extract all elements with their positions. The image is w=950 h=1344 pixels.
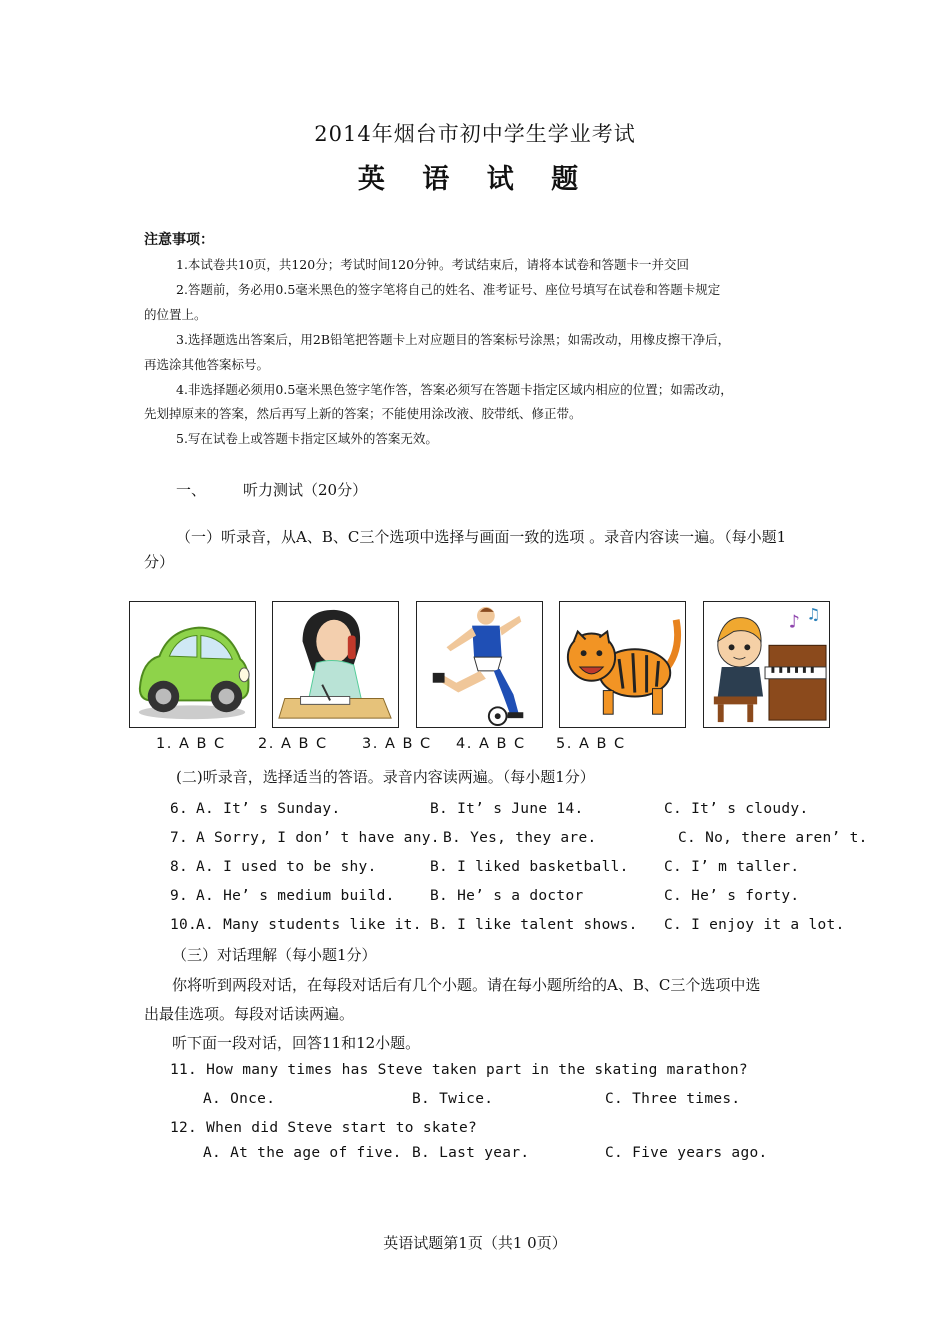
part3-intro: 你将听到两段对话，在每段对话后有几个小题。请在每小题所给的A、B、C三个选项中选 — [172, 976, 761, 994]
option-b: B. I liked basketball. — [430, 859, 629, 875]
notice-item: 4.非选择题必须用0.5毫米黑色签字笔作答，答案必须写在答题卡指定区域内相应的位置；如需改动， — [176, 382, 733, 397]
notice-item: 再选涂其他答案标号。 — [144, 357, 270, 372]
subject-title: 英 语 试 题 — [357, 164, 593, 195]
option-a: A Sorry, I don’ t have any. — [196, 830, 440, 846]
question-stem: 11. How many times has Steve taken part in the skating marathon? — [170, 1062, 748, 1078]
soccer-player-icon — [416, 601, 543, 728]
option-b: B. Yes, they are. — [443, 830, 597, 846]
page-footer: 英语试题第1页（共1 0页） — [383, 1234, 567, 1252]
picture-options: 1. A B C — [156, 736, 226, 752]
notice-item: 5.写在试卷上或答题卡指定区域外的答案无效。 — [176, 431, 438, 446]
picture-options: 5. A B C — [556, 736, 626, 752]
question-number: 8. — [170, 859, 189, 875]
option-c: C. It’ s cloudy. — [664, 801, 809, 817]
notice-heading: 注意事项： — [144, 232, 214, 248]
notice-item: 先划掉原来的答案，然后再写上新的答案；不能使用涂改液、胶带纸、修正带。 — [144, 406, 582, 421]
option-c: C. No, there aren’ t. — [678, 830, 868, 846]
option-a: A. Once. — [203, 1091, 276, 1107]
notice-item: 2.答题前，务必用0.5毫米黑色的签字笔将自己的姓名、准考证号、座位号填写在试卷和答题卡规定 — [176, 282, 721, 297]
option-a: A. At the age of five. — [203, 1145, 402, 1161]
car-icon — [129, 601, 256, 728]
picture-options: 4. A B C — [456, 736, 526, 752]
option-b: B. It’ s June 14. — [430, 801, 584, 817]
part3-instruction: （三）对话理解（每小题1分） — [172, 946, 377, 964]
svg-text:♫: ♫ — [806, 604, 821, 624]
option-c: C. Five years ago. — [605, 1145, 768, 1161]
woman-phone-icon — [272, 601, 399, 728]
picture-options: 2. A B C — [258, 736, 328, 752]
picture-options: 3. A B C — [362, 736, 432, 752]
question-number: 10. — [170, 917, 198, 933]
question-stem: 12. When did Steve start to skate? — [170, 1120, 478, 1136]
section-title: 听力测试（20分） — [243, 481, 368, 499]
part1-instruction-cont: 分） — [144, 553, 175, 571]
question-number: 7. — [170, 830, 189, 846]
option-a: A. I used to be shy. — [196, 859, 377, 875]
option-c: C. Three times. — [605, 1091, 741, 1107]
section-number: 一、 — [176, 481, 207, 499]
notice-item: 3.选择题选出答案后，用2B铅笔把答题卡上对应题目的答案标号涂黑；如需改动，用橡皮擦干净后， — [176, 332, 731, 347]
exam-title: 2014年烟台市初中学生学业考试 — [314, 122, 636, 146]
tiger-icon — [559, 601, 686, 728]
option-c: C. I enjoy it a lot. — [664, 917, 845, 933]
notice-item: 的位置上。 — [144, 307, 207, 322]
option-c: C. He’ s forty. — [664, 888, 800, 904]
part1-instruction: （一）听录音，从A、B、C三个选项中选择与画面一致的选项 。录音内容读一遍。（每小题1 — [176, 528, 787, 546]
part2-instruction: (二)听录音，选择适当的答语。录音内容读两遍。（每小题1分） — [176, 768, 595, 786]
boy-piano-icon — [703, 601, 830, 728]
part3-intro-cont: 出最佳选项。每段对话读两遍。 — [144, 1005, 355, 1023]
option-c: C. I’ m taller. — [664, 859, 800, 875]
question-number: 9. — [170, 888, 189, 904]
option-b: B. Twice. — [412, 1091, 494, 1107]
option-b: B. Last year. — [412, 1145, 530, 1161]
dialog-instruction: 听下面一段对话，回答11和12小题。 — [172, 1034, 421, 1052]
option-a: A. He’ s medium build. — [196, 888, 395, 904]
option-b: B. He’ s a doctor — [430, 888, 584, 904]
notice-item: 1.本试卷共10页，共120分；考试时间120分钟。考试结束后，请将本试卷和答题卡一并交回 — [176, 257, 690, 272]
option-b: B. I like talent shows. — [430, 917, 638, 933]
question-number: 6. — [170, 801, 189, 817]
option-a: A. Many students like it. — [196, 917, 422, 933]
option-a: A. It’ s Sunday. — [196, 801, 341, 817]
svg-text:♪: ♪ — [788, 612, 800, 633]
